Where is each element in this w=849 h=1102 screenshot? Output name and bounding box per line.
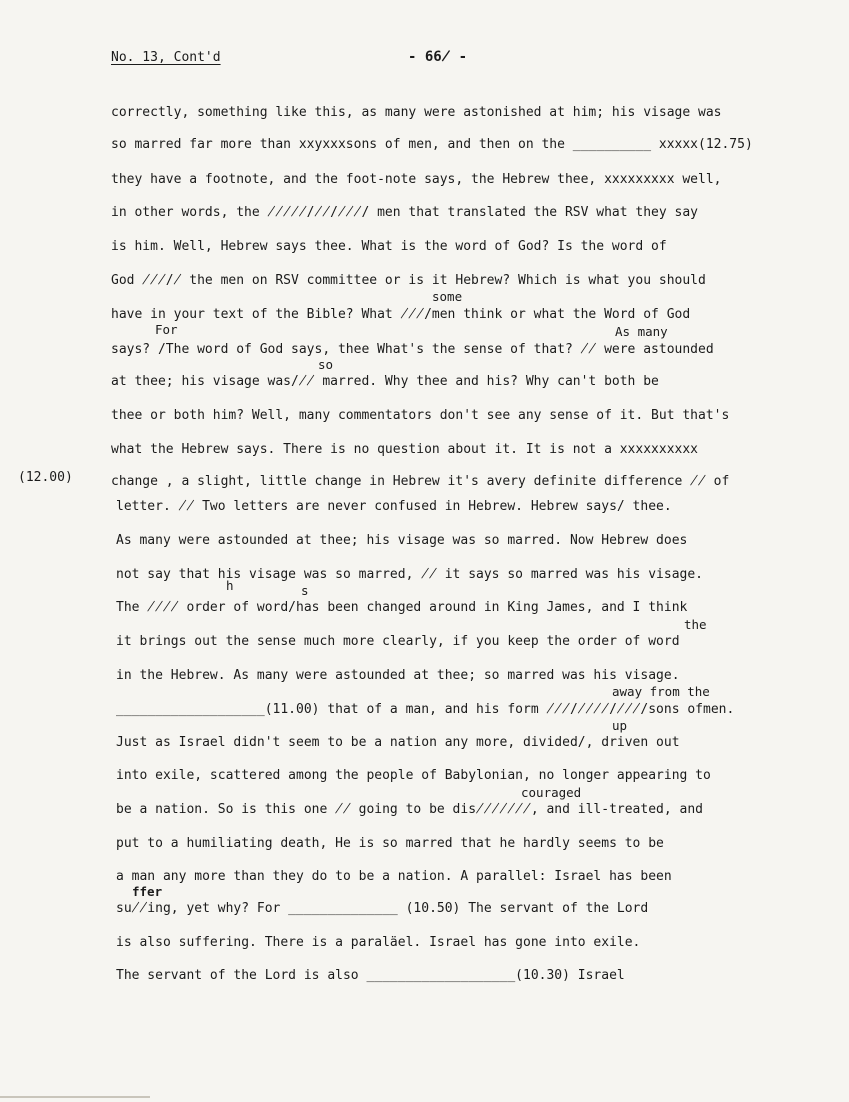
insertion-text: so — [318, 357, 334, 372]
text-line: what the Hebrew says. There is no question about it. It is not a xxxxxxxxxx — [111, 442, 698, 457]
insertion-text: up — [612, 718, 628, 733]
text-line: so marred far more than xxyxxxsons of men, and then on the __________ xxxxx(12.75) — [111, 137, 753, 152]
page-number: - 66̸ - — [408, 49, 468, 65]
text-line: letter. ̸̸ Two letters are never confused in Hebrew. Hebrew says/ thee. — [116, 499, 672, 514]
insertion-text: s — [301, 583, 309, 598]
text-line: As many were astounded at thee; his visage was so marred. Now Hebrew does — [116, 533, 688, 548]
text-line: is also suffering. There is a paraläel. Israel has gone into exile. — [116, 935, 641, 950]
insertion-text: For — [155, 322, 178, 337]
text-line: they have a footnote, and the foot-note says, the Hebrew thee, xxxxxxxxx well, — [111, 172, 722, 187]
insertion-text: the — [684, 617, 707, 632]
text-line: be a nation. So is this one ̸̸ going to be dis̸̸̸̸̸̸̸, and ill-treated, and — [116, 802, 703, 817]
text-line: ___________________(11.00) that of a man, and his form ̸̸̸/̸̸̸̸/̸̸̸/sons ofmen. — [116, 702, 735, 717]
insertion-text: some — [432, 289, 463, 304]
text-line: it brings out the sense much more clearly, if you keep the order of word — [116, 634, 680, 649]
text-line: is him. Well, Hebrew says thee. What is the word of God? Is the word of — [111, 239, 667, 254]
text-line: a man any more than they do to be a nation. A parallel: Israel has been — [116, 869, 672, 884]
insertion-text: ffer — [132, 884, 163, 899]
margin-note: (12.00) — [18, 470, 73, 485]
text-line: have in your text of the Bible? What ̸̸̸/men think or what the Word of God — [111, 307, 691, 322]
text-line: change , a slight, little change in Hebrew it's avery definite difference ̸̸ of — [111, 474, 730, 489]
page-edge-rule — [0, 1096, 150, 1098]
text-line: in other words, the ̸̸̸̸̸/̸̸/̸̸̸/ men that translated the RSV what they say — [111, 205, 698, 220]
text-line: at thee; his visage was/̸̸ marred. Why thee and his? Why can't both be — [111, 374, 659, 389]
insertion-text: As many — [615, 324, 668, 339]
text-line: in the Hebrew. As many were astounded at thee; so marred was his visage. — [116, 668, 680, 683]
text-line: put to a humiliating death, He is so marred that he hardly seems to be — [116, 836, 664, 851]
insertion-text: h — [226, 578, 234, 593]
insertion-text: couraged — [521, 785, 582, 800]
text-line: thee or both him? Well, many commentators don't see any sense of it. But that's — [111, 408, 730, 423]
text-line: su̸̸ing, yet why? For ______________ (10.50) The servant of the Lord — [116, 901, 649, 916]
text-line: correctly, something like this, as many were astonished at him; his visage was — [111, 105, 722, 120]
header-label: No. 13, Cont'd — [111, 50, 221, 65]
text-line: The ̸̸̸̸ order of word/has been changed around in King James, and I think — [116, 600, 688, 615]
text-line: The servant of the Lord is also ___________________(10.30) Israel — [116, 968, 625, 983]
insertion-text: away from the — [612, 684, 710, 699]
text-line: God ̸̸̸/̸ the men on RSV committee or is it Hebrew? Which is what you should — [111, 273, 706, 288]
text-line: into exile, scattered among the people of Babylonian, no longer appearing to — [116, 768, 711, 783]
text-line: Just as Israel didn't seem to be a nation any more, divided/, driven out — [116, 735, 680, 750]
text-line: not say that his visage was so marred, ̸̸ it says so marred was his visage. — [116, 567, 703, 582]
text-line: says? /The word of God says, thee What's the sense of that? ̸̸ were astounded — [111, 342, 714, 357]
